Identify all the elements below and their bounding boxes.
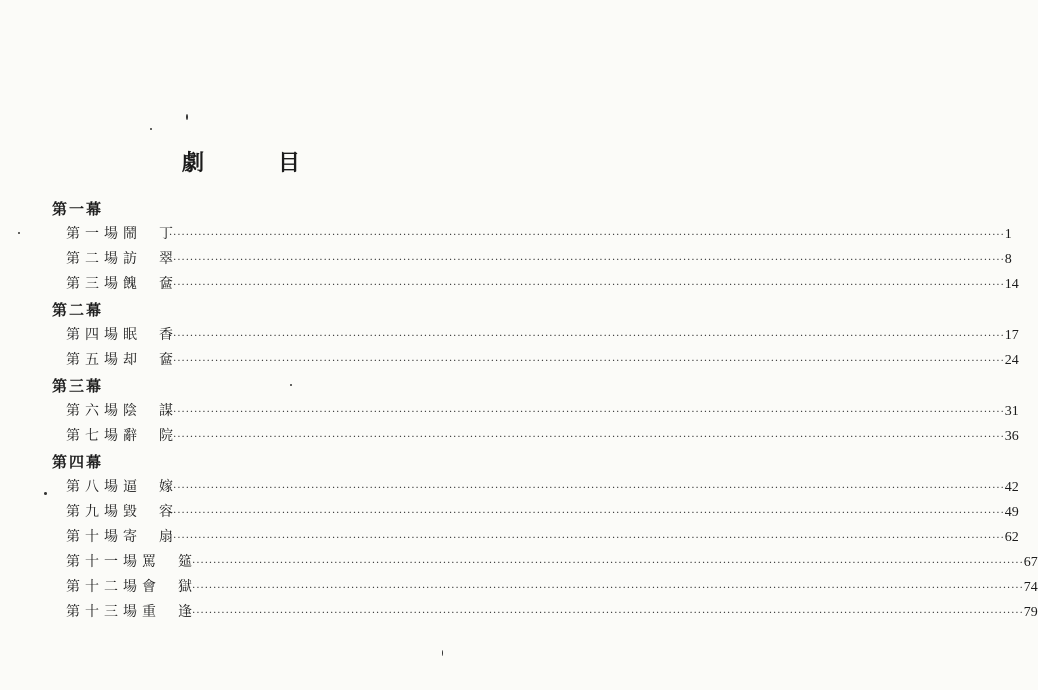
scene-number: 第三場 — [66, 276, 123, 292]
dot-leader: ········································································································································································································ — [169, 331, 1005, 342]
dot-leader: ········································································································································································································ — [169, 230, 1005, 241]
scene-number: 第一場 — [66, 226, 123, 242]
scan-speck — [150, 128, 152, 130]
dot-leader: ········································································································································································································ — [169, 508, 1005, 519]
toc-entry[interactable] — [52, 575, 1038, 600]
scene-number: 第五場 — [66, 352, 123, 368]
dot-leader: ········································································································································································································ — [169, 407, 1005, 418]
scene-number: 第八場 — [66, 479, 123, 495]
page-number: 62 — [1004, 530, 1019, 545]
toc-entry[interactable] — [52, 247, 1012, 272]
toc-entry[interactable] — [52, 222, 1012, 247]
toc-entry[interactable] — [52, 475, 1019, 500]
page-number: 14 — [1004, 277, 1019, 292]
act-heading: 第三幕 — [52, 377, 104, 395]
scene-title: 餽奩 — [123, 276, 195, 292]
scene-number: 第十三場 — [66, 604, 142, 620]
scene-title: 逼嫁 — [123, 479, 195, 495]
scene-title: 重逢 — [142, 604, 214, 620]
dot-leader: ········································································································································································································ — [169, 255, 1005, 266]
toc-entry[interactable] — [52, 348, 1019, 373]
page-number: 1 — [1004, 227, 1012, 242]
scene-title: 辭院 — [123, 428, 195, 444]
scene-number: 第十場 — [66, 529, 123, 545]
scene-title: 眠香 — [123, 327, 195, 343]
page-number: 8 — [1004, 252, 1012, 267]
scene-title: 罵筵 — [142, 554, 214, 570]
toc-entry[interactable] — [52, 323, 1019, 348]
page-number: 49 — [1004, 505, 1019, 520]
dot-leader: ········································································································································································································ — [188, 558, 1024, 569]
dot-leader: ········································································································································································································ — [169, 533, 1005, 544]
act-heading: 第二幕 — [52, 301, 104, 319]
page-number: 67 — [1023, 555, 1038, 570]
dot-leader: ········································································································································································································ — [169, 483, 1005, 494]
scene-title: 鬧丁 — [123, 226, 195, 242]
scan-speck — [44, 492, 47, 495]
page-number: 24 — [1004, 353, 1019, 368]
scene-number: 第九場 — [66, 504, 123, 520]
table-of-contents — [52, 196, 1038, 625]
page-number: 42 — [1004, 480, 1019, 495]
scene-number: 第七場 — [66, 428, 123, 444]
dot-leader: ········································································································································································································ — [169, 432, 1005, 443]
dot-leader: ········································································································································································································ — [169, 356, 1005, 367]
scene-title: 訪翠 — [123, 251, 195, 267]
toc-entry[interactable] — [52, 600, 1038, 625]
page-number: 31 — [1004, 404, 1019, 419]
dot-leader: ········································································································································································································ — [188, 608, 1024, 619]
act-heading: 第四幕 — [52, 453, 104, 471]
page-number: 17 — [1004, 328, 1019, 343]
scene-title: 寄扇 — [123, 529, 195, 545]
page-number: 36 — [1004, 429, 1019, 444]
toc-entry[interactable] — [52, 550, 1038, 575]
scene-title: 却奩 — [123, 352, 195, 368]
scene-title: 陰謀 — [123, 403, 195, 419]
scene-number: 第六場 — [66, 403, 123, 419]
page-number: 74 — [1023, 580, 1038, 595]
scan-speck — [442, 650, 443, 656]
scene-number: 第二場 — [66, 251, 123, 267]
scan-speck — [186, 114, 188, 120]
dot-leader: ········································································································································································································ — [188, 583, 1024, 594]
scene-number: 第四場 — [66, 327, 123, 343]
toc-entry[interactable] — [52, 272, 1019, 297]
dot-leader: ········································································································································································································ — [169, 280, 1005, 291]
scene-title: 毀容 — [123, 504, 195, 520]
scene-number: 第十一場 — [66, 554, 142, 570]
toc-entry[interactable] — [52, 525, 1019, 550]
toc-entry[interactable] — [52, 424, 1019, 449]
toc-entry[interactable] — [52, 500, 1019, 525]
page-title: 劇 目 — [181, 150, 326, 176]
scan-speck — [18, 232, 20, 234]
scene-number: 第十二場 — [66, 579, 142, 595]
page-number: 79 — [1023, 605, 1038, 620]
scene-title: 會獄 — [142, 579, 214, 595]
act-heading: 第一幕 — [52, 200, 104, 218]
toc-entry[interactable] — [52, 399, 1019, 424]
